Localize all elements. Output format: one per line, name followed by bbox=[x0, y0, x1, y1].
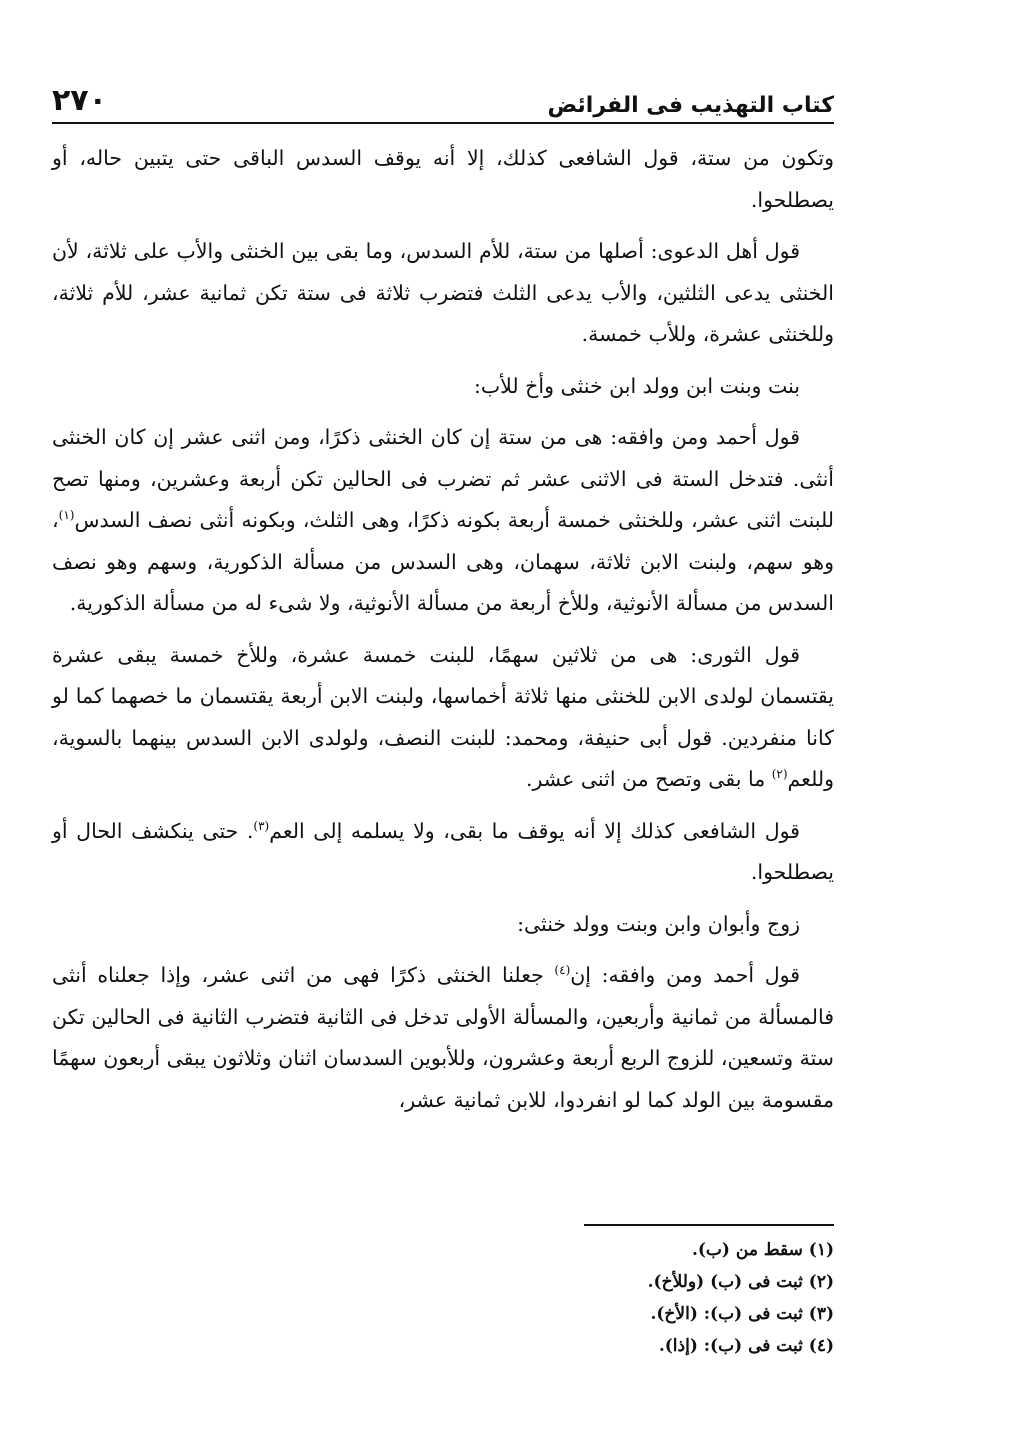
footnote-3: (٣) ثبت فى (ب): (الأخ). bbox=[650, 1304, 834, 1324]
running-header bbox=[52, 82, 834, 124]
text-segment: جعلنا الخنثى ذكرًا فهى من اثنى عشر، وإذا جعلناه أنثى فالمسألة من ثمانية وأربعين، والمسألة الأولى تدخل فى الثانية فتضرب الثانية فى الحالين تكن ستة وتسعين، للزوج الربع أربعة وعشرون، وللأبوين السدسان اثنان وثلاثون يبقى أربعون سهمًا مقسومة بين الولد كما لو انفردوا، للابن ثمانية عشر، bbox=[51, 963, 834, 1112]
paragraph-2 bbox=[52, 231, 834, 356]
running-title: كتاب التهذيب فى الفرائض bbox=[547, 93, 834, 118]
text-segment: بنت وبنت ابن وولد ابن خنثى وأخ للأب: bbox=[473, 373, 800, 398]
text-segment: . حتى ينكشف الحال أو يصطلحوا. bbox=[52, 818, 834, 884]
text-segment: قول أحمد ومن وافقه: إن bbox=[570, 963, 800, 987]
text-segment: قول أحمد ومن وافقه: هى من ستة إن كان الخنثى ذكرًا، ومن اثنى عشر إن كان الخنثى أنثى. فتدخل الستة فى الاثنى عشر ثم تضرب فى الحالين تكن أربعة وعشرين، ومنها تصح للبنت اثنى عشر، وللخنثى خمسة أربعة بكونه ذكرًا، وهى الثلث، وبكونه أنثى نصف السدس bbox=[52, 425, 834, 532]
footnote-separator bbox=[584, 1224, 834, 1226]
case-heading-2 bbox=[52, 904, 834, 946]
footnote-ref: (٢) bbox=[771, 767, 788, 782]
paragraph-8 bbox=[52, 955, 834, 1121]
footnote-ref: (٤) bbox=[554, 963, 571, 978]
footnote-4: (٤) ثبت فى (ب): (إذا). bbox=[658, 1336, 834, 1356]
footnotes bbox=[52, 1234, 834, 1362]
paragraph-6 bbox=[52, 811, 834, 894]
text-segment: ، وهو سهم، ولبنت الابن ثلاثة، سهمان، وهى السدس من مسألة الذكورية، وسهم وهو نصف السدس من مسألة الأنوثية، وللأخ أربعة من مسألة الأنوثية، ولا شىء له من مسألة الذكورية. bbox=[52, 508, 834, 615]
footnote-ref: (١) bbox=[58, 508, 75, 523]
text-segment: ما بقى وتصح من اثنى عشر. bbox=[525, 767, 772, 791]
text-segment: قول أهل الدعوى: أصلها من ستة، للأم السدس، وما بقى بين الخنثى والأب على ثلاثة، لأن الخنثى يدعى الثلثين، والأب يدعى الثلث فتضرب ثلاثة فى ستة تكن ثمانية عشر، للأم ثلاثة، وللخنثى عشرة، وللأب خمسة. bbox=[52, 239, 834, 346]
text-segment: قول الشافعى كذلك إلا أنه يوقف ما بقى، ولا يسلمه إلى العم bbox=[269, 818, 800, 843]
case-heading-1 bbox=[52, 366, 834, 408]
footnote-ref: (٣) bbox=[253, 818, 270, 833]
paragraph-5 bbox=[52, 635, 834, 801]
footnote-1: (١) سقط من (ب). bbox=[691, 1240, 834, 1260]
book-page bbox=[52, 0, 834, 1450]
text-segment: قول الثورى: هى من ثلاثين سهمًا، للبنت خمسة عشرة، وللأخ خمسة يبقى عشرة يقتسمان لولدى الابن للخنثى منها ثلاثة أخماسها، ولبنت الابن أربعة يقتسمان ما خصهما كما لو كانا منفردين. قول أبى حنيفة، ومحمد: للبنت النصف، ولولدى الابن السدس بينهما بالسوية، وللعم bbox=[52, 642, 834, 791]
main-text bbox=[52, 138, 834, 1131]
page-number: ٢٧٠ bbox=[52, 83, 107, 118]
footnote-2: (٢) ثبت فى (ب) (وللأخ). bbox=[647, 1272, 834, 1292]
text-segment: زوج وأبوان وابن وبنت وولد خنثى: bbox=[517, 911, 800, 936]
paragraph-1 bbox=[52, 138, 834, 221]
paragraph-4 bbox=[52, 417, 834, 625]
text-segment: وتكون من ستة، قول الشافعى كذلك، إلا أنه يوقف السدس الباقى حتى يتبين حاله، أو يصطلحوا. bbox=[52, 146, 834, 212]
